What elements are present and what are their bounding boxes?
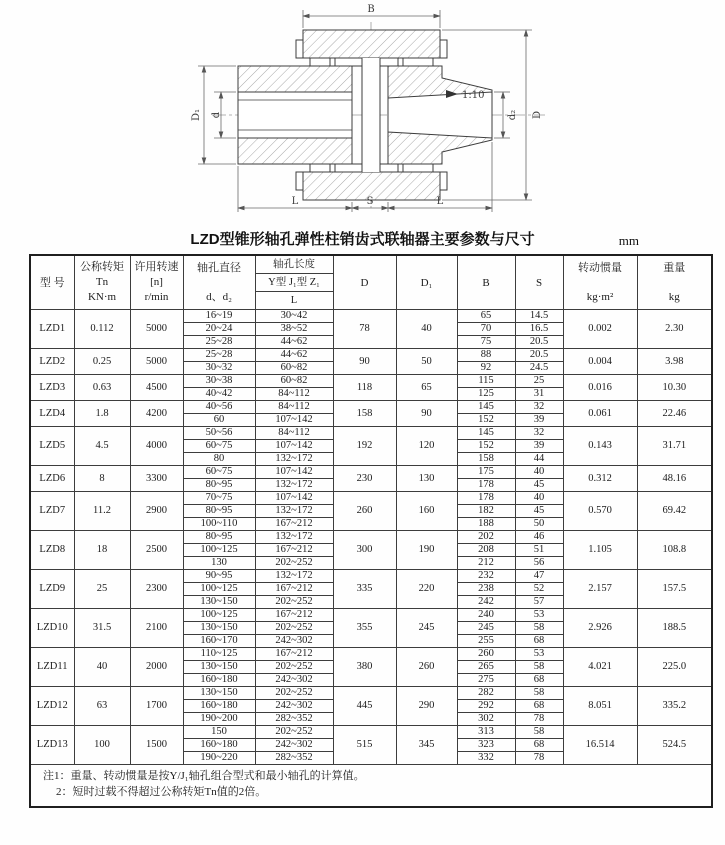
- left-hub: [238, 66, 352, 164]
- S-cell: 68: [515, 700, 563, 713]
- bore-len-cell: 60~82: [255, 362, 333, 375]
- S-cell: 31: [515, 388, 563, 401]
- D-cell: 118: [333, 375, 396, 401]
- S-cell: 47: [515, 570, 563, 583]
- spec-row-lzd10-1: [30, 609, 712, 622]
- B-cell: 178: [457, 492, 515, 505]
- bore-dia-cell: 80: [183, 453, 255, 466]
- B-cell: 158: [457, 453, 515, 466]
- weight-cell: 157.5: [637, 570, 712, 609]
- B-cell: 265: [457, 661, 515, 674]
- spec-row-lzd13-1: [30, 726, 712, 739]
- dim-label-l-left: L: [291, 196, 299, 207]
- B-cell: 240: [457, 609, 515, 622]
- table-header: [30, 255, 712, 310]
- S-cell: 68: [515, 739, 563, 752]
- speed-cell: 2000: [130, 648, 183, 687]
- S-cell: 68: [515, 674, 563, 687]
- bore-len-cell: 202~252: [255, 687, 333, 700]
- bore-len-cell: 242~302: [255, 674, 333, 687]
- D-cell: 380: [333, 648, 396, 687]
- spec-row-lzd8-1: [30, 531, 712, 544]
- note-2: 2：短时过载不得超过公称转矩Tn值的2倍。: [56, 786, 267, 798]
- S-cell: 58: [515, 622, 563, 635]
- bore-dia-cell: 190~220: [183, 752, 255, 765]
- bore-len-cell: 132~172: [255, 505, 333, 518]
- bore-len-cell: 132~172: [255, 570, 333, 583]
- bore-dia-cell: 60~75: [183, 466, 255, 479]
- spec-row-lzd1-1: [30, 310, 712, 323]
- B-cell: 88: [457, 349, 515, 362]
- bore-len-cell: 84~112: [255, 388, 333, 401]
- torque-cell: 11.2: [74, 492, 130, 531]
- bore-dia-cell: 190~200: [183, 713, 255, 726]
- speed-cell: 1700: [130, 687, 183, 726]
- B-cell: 332: [457, 752, 515, 765]
- S-cell: 45: [515, 505, 563, 518]
- spec-row-lzd12-1: [30, 687, 712, 700]
- torque-cell: 1.8: [74, 401, 130, 427]
- bore-len-cell: 132~172: [255, 453, 333, 466]
- S-cell: 58: [515, 726, 563, 739]
- model-cell: LZD8: [30, 531, 74, 570]
- B-cell: 242: [457, 596, 515, 609]
- B-cell: 188: [457, 518, 515, 531]
- S-cell: 78: [515, 713, 563, 726]
- bore-dia-cell: 160~170: [183, 635, 255, 648]
- bore-dia-cell: 160~180: [183, 700, 255, 713]
- torque-cell: 100: [74, 726, 130, 765]
- bore-dia-cell: 60~75: [183, 440, 255, 453]
- S-cell: 39: [515, 440, 563, 453]
- bore-len-cell: 242~302: [255, 700, 333, 713]
- torque-cell: 0.112: [74, 310, 130, 349]
- B-cell: 255: [457, 635, 515, 648]
- D1-cell: 290: [396, 687, 457, 726]
- header-D1: D₁: [396, 255, 457, 310]
- header-len-types: Y型 J₁型 Z₁: [255, 274, 333, 292]
- bore-len-cell: 242~302: [255, 739, 333, 752]
- bore-dia-cell: 160~180: [183, 674, 255, 687]
- dim-label-d-outer: D: [532, 110, 543, 120]
- bore-dia-cell: 130~150: [183, 596, 255, 609]
- bore-dia-cell: 130~150: [183, 622, 255, 635]
- D-cell: 300: [333, 531, 396, 570]
- B-cell: 275: [457, 674, 515, 687]
- D-cell: 78: [333, 310, 396, 349]
- header-len-L: L: [255, 292, 333, 310]
- S-cell: 25: [515, 375, 563, 388]
- bore-dia-cell: 100~125: [183, 544, 255, 557]
- bore-len-cell: 30~42: [255, 310, 333, 323]
- D1-cell: 90: [396, 401, 457, 427]
- bore-len-cell: 282~352: [255, 713, 333, 726]
- torque-cell: 8: [74, 466, 130, 492]
- S-cell: 51: [515, 544, 563, 557]
- bore-len-cell: 84~112: [255, 401, 333, 414]
- inertia-cell: 0.061: [563, 401, 637, 427]
- bore-len-cell: 282~352: [255, 752, 333, 765]
- bore-len-cell: 44~62: [255, 349, 333, 362]
- weight-cell: 48.16: [637, 466, 712, 492]
- inertia-cell: 4.021: [563, 648, 637, 687]
- B-cell: 313: [457, 726, 515, 739]
- weight-cell: 108.8: [637, 531, 712, 570]
- speed-cell: 2100: [130, 609, 183, 648]
- S-cell: 58: [515, 687, 563, 700]
- model-cell: LZD10: [30, 609, 74, 648]
- bore-len-cell: 202~252: [255, 596, 333, 609]
- bore-len-cell: 167~212: [255, 518, 333, 531]
- B-cell: 232: [457, 570, 515, 583]
- notes-cell: [30, 765, 712, 808]
- dim-label-d1: D₁: [191, 108, 202, 122]
- bore-dia-cell: 70~75: [183, 492, 255, 505]
- speed-cell: 5000: [130, 349, 183, 375]
- inertia-cell: 0.002: [563, 310, 637, 349]
- B-cell: 75: [457, 336, 515, 349]
- model-cell: LZD6: [30, 466, 74, 492]
- model-cell: LZD12: [30, 687, 74, 726]
- speed-cell: 4200: [130, 401, 183, 427]
- B-cell: 182: [457, 505, 515, 518]
- D1-cell: 130: [396, 466, 457, 492]
- torque-cell: 0.25: [74, 349, 130, 375]
- bore-dia-cell: 80~95: [183, 479, 255, 492]
- spec-row-lzd6-1: [30, 466, 712, 479]
- D1-cell: 260: [396, 648, 457, 687]
- B-cell: 208: [457, 544, 515, 557]
- inertia-cell: 0.143: [563, 427, 637, 466]
- spec-row-lzd9-1: [30, 570, 712, 583]
- S-cell: 56: [515, 557, 563, 570]
- speed-cell: 3300: [130, 466, 183, 492]
- weight-cell: 225.0: [637, 648, 712, 687]
- B-cell: 92: [457, 362, 515, 375]
- inertia-cell: 0.016: [563, 375, 637, 401]
- B-cell: 152: [457, 440, 515, 453]
- S-cell: 53: [515, 609, 563, 622]
- bore-dia-cell: 130~150: [183, 661, 255, 674]
- bore-len-cell: 107~142: [255, 414, 333, 427]
- bore-len-cell: 107~142: [255, 440, 333, 453]
- D-cell: 260: [333, 492, 396, 531]
- note-1: 注1：重量、转动惯量是按Y/J₁轴孔组合型式和最小轴孔的计算值。: [43, 770, 365, 782]
- dim-label-d-bore: d: [211, 111, 222, 119]
- D1-cell: 245: [396, 609, 457, 648]
- weight-cell: 10.30: [637, 375, 712, 401]
- D-cell: 355: [333, 609, 396, 648]
- bore-len-cell: 84~112: [255, 427, 333, 440]
- dim-label-s: S: [366, 196, 374, 207]
- inertia-cell: 16.514: [563, 726, 637, 765]
- table-notes: [30, 765, 712, 808]
- bore-len-cell: 107~142: [255, 492, 333, 505]
- D-cell: 230: [333, 466, 396, 492]
- D1-cell: 190: [396, 531, 457, 570]
- bore-len-cell: 202~252: [255, 726, 333, 739]
- dim-label-b: B: [367, 4, 375, 15]
- weight-cell: 69.42: [637, 492, 712, 531]
- page-title: LZD型锥形轴孔弹性柱销齿式联轴器主要参数与尺寸: [190, 231, 535, 248]
- B-cell: 125: [457, 388, 515, 401]
- header-inertia: 转动惯量 kg·m²: [563, 255, 637, 310]
- bore-len-cell: 167~212: [255, 648, 333, 661]
- S-cell: 78: [515, 752, 563, 765]
- model-cell: LZD13: [30, 726, 74, 765]
- S-cell: 32: [515, 427, 563, 440]
- bore-len-cell: 38~52: [255, 323, 333, 336]
- bore-dia-cell: 60: [183, 414, 255, 427]
- weight-cell: 31.71: [637, 427, 712, 466]
- S-cell: 50: [515, 518, 563, 531]
- bore-dia-cell: 80~95: [183, 505, 255, 518]
- weight-cell: 524.5: [637, 726, 712, 765]
- header-bore-dia: 轴孔直径 d、d₂: [183, 255, 255, 310]
- speed-cell: 2500: [130, 531, 183, 570]
- inertia-cell: 0.004: [563, 349, 637, 375]
- D1-cell: 120: [396, 427, 457, 466]
- torque-cell: 0.63: [74, 375, 130, 401]
- header-speed: 许用转速 [n] r/min: [130, 255, 183, 310]
- torque-cell: 25: [74, 570, 130, 609]
- S-cell: 52: [515, 583, 563, 596]
- model-cell: LZD4: [30, 401, 74, 427]
- bore-dia-cell: 50~56: [183, 427, 255, 440]
- S-cell: 44: [515, 453, 563, 466]
- weight-cell: 188.5: [637, 609, 712, 648]
- bore-len-cell: 167~212: [255, 544, 333, 557]
- bore-len-cell: 132~172: [255, 479, 333, 492]
- header-torque: 公称转矩 Tn KN·m: [74, 255, 130, 310]
- D-cell: 90: [333, 349, 396, 375]
- dim-label-l-right: L: [436, 196, 444, 207]
- bore-len-cell: 44~62: [255, 336, 333, 349]
- D-cell: 335: [333, 570, 396, 609]
- S-cell: 39: [515, 414, 563, 427]
- speed-cell: 4500: [130, 375, 183, 401]
- bore-dia-cell: 100~110: [183, 518, 255, 531]
- bore-dia-cell: 100~125: [183, 609, 255, 622]
- S-cell: 58: [515, 661, 563, 674]
- bore-dia-cell: 150: [183, 726, 255, 739]
- bore-dia-cell: 40~42: [183, 388, 255, 401]
- spec-row-lzd3-1: [30, 375, 712, 388]
- bore-dia-cell: 100~125: [183, 583, 255, 596]
- bore-dia-cell: 16~19: [183, 310, 255, 323]
- bore-dia-cell: 40~56: [183, 401, 255, 414]
- inertia-cell: 1.105: [563, 531, 637, 570]
- D1-cell: 220: [396, 570, 457, 609]
- S-cell: 40: [515, 466, 563, 479]
- spec-table: [29, 254, 713, 808]
- header-D: D: [333, 255, 396, 310]
- table-body: [30, 310, 712, 765]
- D1-cell: 160: [396, 492, 457, 531]
- B-cell: 245: [457, 622, 515, 635]
- S-cell: 53: [515, 648, 563, 661]
- bore-dia-cell: 25~28: [183, 336, 255, 349]
- B-cell: 302: [457, 713, 515, 726]
- model-cell: LZD11: [30, 648, 74, 687]
- spec-row-lzd4-1: [30, 401, 712, 414]
- weight-cell: 22.46: [637, 401, 712, 427]
- bore-dia-cell: 25~28: [183, 349, 255, 362]
- B-cell: 145: [457, 427, 515, 440]
- inertia-cell: 0.312: [563, 466, 637, 492]
- torque-cell: 4.5: [74, 427, 130, 466]
- spec-row-lzd5-1: [30, 427, 712, 440]
- D-cell: 158: [333, 401, 396, 427]
- bore-dia-cell: 130: [183, 557, 255, 570]
- B-cell: 202: [457, 531, 515, 544]
- speed-cell: 2900: [130, 492, 183, 531]
- bore-len-cell: 167~212: [255, 583, 333, 596]
- bore-len-cell: 167~212: [255, 609, 333, 622]
- speed-cell: 1500: [130, 726, 183, 765]
- D-cell: 192: [333, 427, 396, 466]
- D1-cell: 40: [396, 310, 457, 349]
- B-cell: 178: [457, 479, 515, 492]
- model-cell: LZD5: [30, 427, 74, 466]
- inertia-cell: 2.157: [563, 570, 637, 609]
- speed-cell: 4000: [130, 427, 183, 466]
- bore-len-cell: 107~142: [255, 466, 333, 479]
- S-cell: 20.5: [515, 349, 563, 362]
- S-cell: 14.5: [515, 310, 563, 323]
- bore-len-cell: 242~302: [255, 635, 333, 648]
- taper-label: 1:10: [462, 90, 485, 101]
- B-cell: 70: [457, 323, 515, 336]
- bore-dia-cell: 90~95: [183, 570, 255, 583]
- weight-cell: 335.2: [637, 687, 712, 726]
- bore-dia-cell: 130~150: [183, 687, 255, 700]
- S-cell: 46: [515, 531, 563, 544]
- bore-dia-cell: 160~180: [183, 739, 255, 752]
- spec-row-lzd2-1: [30, 349, 712, 362]
- inertia-cell: 0.570: [563, 492, 637, 531]
- title-bar: [0, 228, 725, 254]
- S-cell: 68: [515, 635, 563, 648]
- inertia-cell: 8.051: [563, 687, 637, 726]
- bore-len-cell: 202~252: [255, 661, 333, 674]
- D1-cell: 65: [396, 375, 457, 401]
- torque-cell: 40: [74, 648, 130, 687]
- S-cell: 20.5: [515, 336, 563, 349]
- speed-cell: 2300: [130, 570, 183, 609]
- unit-label: mm: [618, 233, 639, 248]
- bore-dia-cell: 30~32: [183, 362, 255, 375]
- S-cell: 24.5: [515, 362, 563, 375]
- B-cell: 115: [457, 375, 515, 388]
- S-cell: 16.5: [515, 323, 563, 336]
- header-model: 型 号: [30, 255, 74, 310]
- D-cell: 445: [333, 687, 396, 726]
- D1-cell: 50: [396, 349, 457, 375]
- B-cell: 323: [457, 739, 515, 752]
- torque-cell: 63: [74, 687, 130, 726]
- B-cell: 260: [457, 648, 515, 661]
- B-cell: 65: [457, 310, 515, 323]
- S-cell: 57: [515, 596, 563, 609]
- B-cell: 238: [457, 583, 515, 596]
- S-cell: 32: [515, 401, 563, 414]
- bore-len-cell: 132~172: [255, 531, 333, 544]
- model-cell: LZD2: [30, 349, 74, 375]
- B-cell: 292: [457, 700, 515, 713]
- D-cell: 515: [333, 726, 396, 765]
- coupling-drawing: [0, 0, 725, 228]
- bore-len-cell: 202~252: [255, 557, 333, 570]
- bore-len-cell: 202~252: [255, 622, 333, 635]
- weight-cell: 3.98: [637, 349, 712, 375]
- inertia-cell: 2.926: [563, 609, 637, 648]
- header-S: S: [515, 255, 563, 310]
- B-cell: 152: [457, 414, 515, 427]
- B-cell: 212: [457, 557, 515, 570]
- header-B: B: [457, 255, 515, 310]
- bore-dia-cell: 80~95: [183, 531, 255, 544]
- right-hub: [388, 66, 492, 164]
- model-cell: LZD1: [30, 310, 74, 349]
- spec-row-lzd7-1: [30, 492, 712, 505]
- weight-cell: 2.30: [637, 310, 712, 349]
- B-cell: 282: [457, 687, 515, 700]
- bore-dia-cell: 30~38: [183, 375, 255, 388]
- header-bore-len: 轴孔长度: [255, 255, 333, 274]
- B-cell: 145: [457, 401, 515, 414]
- torque-cell: 18: [74, 531, 130, 570]
- dim-label-d2: d₂: [507, 109, 518, 121]
- pin-column: [362, 58, 380, 172]
- header-weight: 重量 kg: [637, 255, 712, 310]
- bore-len-cell: 60~82: [255, 375, 333, 388]
- speed-cell: 5000: [130, 310, 183, 349]
- model-cell: LZD9: [30, 570, 74, 609]
- spec-row-lzd11-1: [30, 648, 712, 661]
- model-cell: LZD7: [30, 492, 74, 531]
- S-cell: 40: [515, 492, 563, 505]
- bore-dia-cell: 110~125: [183, 648, 255, 661]
- torque-cell: 31.5: [74, 609, 130, 648]
- model-cell: LZD3: [30, 375, 74, 401]
- S-cell: 45: [515, 479, 563, 492]
- bore-dia-cell: 20~24: [183, 323, 255, 336]
- B-cell: 175: [457, 466, 515, 479]
- D1-cell: 345: [396, 726, 457, 765]
